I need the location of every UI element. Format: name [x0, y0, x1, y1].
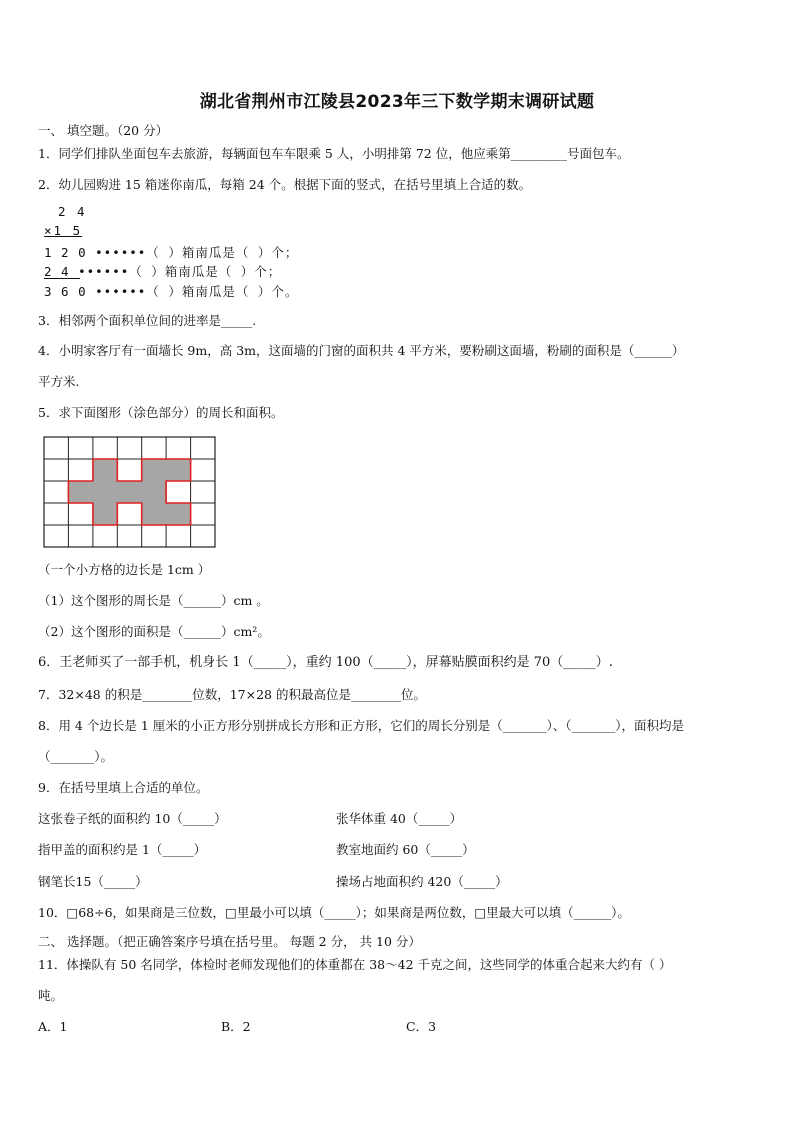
calc-multiplier: ×1 5 — [44, 223, 83, 238]
question-9-item: 指甲盖的面积约是 1（_____） — [38, 842, 207, 857]
question-4-line-1: 4．小明家客厅有一面墙长 9m，高 3m，这面墙的门窗的面积共 4 平方米，要粉刷这面墙，粉刷的面积是（______） — [38, 343, 685, 358]
section-1-heading: 一、 填空题。（20 分） — [38, 123, 169, 138]
question-11-line-1: 11．体操队有 50 名同学，体检时老师发现他们的体重都在 38～42 千克之间，这些同学的体重合起来大约有（ ） — [38, 957, 672, 972]
question-8-line-2: （_______）。 — [38, 749, 114, 764]
page-title: 湖北省荆州市江陵县2023年三下数学期末调研试题 — [199, 92, 595, 112]
question-5-part-2: （2）这个图形的面积是（______）cm²。 — [38, 624, 270, 639]
option-a: A．1 — [38, 1019, 68, 1034]
question-5-note: （一个小方格的边长是 1cm ） — [38, 562, 211, 577]
option-c: C．3 — [406, 1019, 437, 1034]
calc-multiplicand: 2 4 — [58, 204, 87, 219]
shaded-shape — [68, 459, 190, 525]
grid-figure — [43, 436, 219, 552]
question-9-item: 操场占地面积约 420（_____） — [336, 874, 508, 889]
question-8-line-1: 8．用 4 个边长是 1 厘米的小正方形分别拼成长方形和正方形，它们的周长分别是（_______）、（_______），面积均是 — [38, 718, 685, 733]
question-5: 5．求下面图形（涂色部分）的周长和面积。 — [38, 405, 284, 420]
question-6: 6．王老师买了一部手机，机身长 1（_____），重约 100（_____），屏幕贴膜面积约是 70（_____）. — [38, 655, 613, 670]
question-10: 10．□68÷6，如果商是三位数，□里最小可以填（_____）；如果商是两位数，□里最大可以填（______）。 — [38, 905, 630, 920]
section-2-heading: 二、 选择题。（把正确答案序号填在括号里。 每题 2 分， 共 10 分） — [38, 934, 421, 949]
question-11-line-2: 吨。 — [38, 988, 64, 1003]
question-1: 1．同学们排队坐面包车去旅游，每辆面包车车限乘 5 人，小明排第 72 位，他应乘第_________号面包车。 — [38, 146, 630, 161]
question-5-part-1: （1）这个图形的周长是（______）cm 。 — [38, 593, 269, 608]
question-7: 7．32×48 的积是________位数，17×28 的积最高位是________位。 — [38, 687, 426, 702]
question-9: 9．在括号里填上合适的单位。 — [38, 780, 209, 795]
question-9-item: 这张卷子纸的面积约 10（_____） — [38, 811, 227, 826]
question-3: 3．相邻两个面积单位间的进率是_____. — [38, 313, 257, 328]
calc-row-3: 3 6 0 ••••••（ ）箱南瓜是（ ）个。 — [44, 284, 299, 299]
calc-row-1: 1 2 0 ••••••（ ）箱南瓜是（ ）个； — [44, 245, 299, 260]
question-9-item: 教室地面约 60（_____） — [336, 842, 475, 857]
calc-row-2: 2 4 ••••••（ ）箱南瓜是（ ）个； — [44, 264, 282, 279]
calc-divider-line — [44, 278, 80, 279]
question-9-item: 张华体重 40（_____） — [336, 811, 463, 826]
question-4-line-2: 平方米. — [38, 374, 80, 389]
question-2: 2．幼儿园购进 15 箱迷你南瓜，每箱 24 个。根据下面的竖式，在括号里填上合适的数。 — [38, 177, 532, 192]
question-9-item: 钢笔长15（_____） — [38, 874, 148, 889]
option-b: B．2 — [221, 1019, 251, 1034]
